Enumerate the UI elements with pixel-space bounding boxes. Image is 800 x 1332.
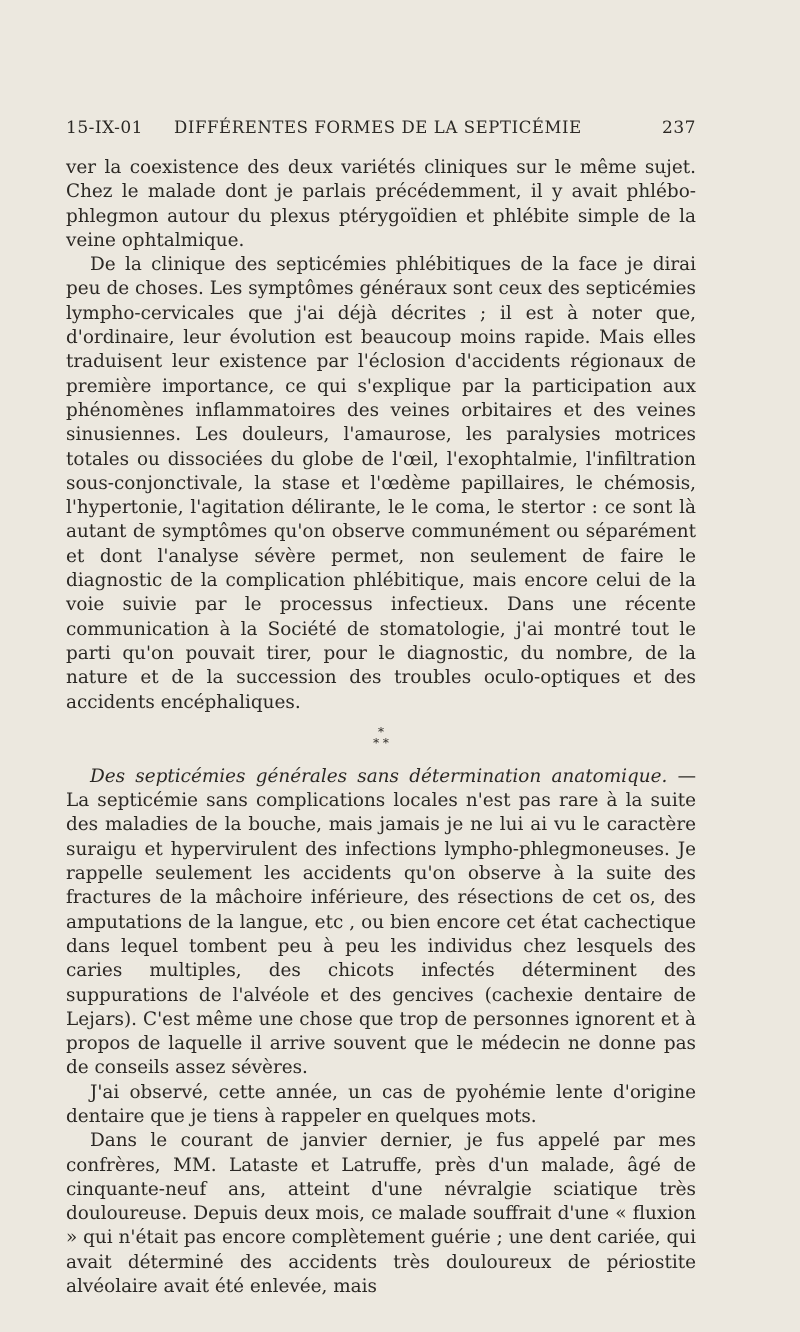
asterism-bottom: * * — [373, 735, 389, 750]
section-paragraph — [66, 765, 696, 1081]
paragraph-observation: J'ai observé, cette année, un cas de pyohémie lente d'origine dentaire que je tiens à rappeler en quelques mots. — [66, 1081, 696, 1127]
paragraph-case-report: Dans le courant de janvier dernier, je fus appelé par mes confrères, MM. Lataste et Latruffe, près d'un malade, âgé de cinquante-neuf ans, atteint d'une névralgie sciatique très douloureuse. Depuis deux mois, ce malade souffrait d'une « fluxion » qui n'était pas encore complètement guérie ; une dent cariée, qui avait déterminé des accidents très douloureux de périostite alvéolaire avait été enlevée, mais — [66, 1130, 696, 1298]
body-text — [66, 156, 696, 1299]
header-date: 15-IX-01 — [66, 118, 143, 138]
asterism-divider — [66, 724, 696, 750]
book-page — [66, 112, 696, 1299]
running-head — [66, 112, 696, 148]
paragraph-continued: ver la coexistence des deux variétés cliniques sur le même sujet. Chez le malade dont je parlais précédemment, il y avait phlébo-phlegmon autour du plexus ptérygoïdien et phlébite simple de la veine ophtalmique. — [66, 157, 696, 251]
paragraph-clinique: De la clinique des septicémies phlébitiques de la face je dirai peu de choses. Les symptômes généraux sont ceux des septicémies lympho-cervicales que j'ai déjà décrites ; il est à noter que, d'ordinaire, leur évolution est beaucoup moins rapide. Mais elles traduisent leur existence par l'éclosion d'accidents régionaux de première importance, ce qui s'explique par la participation aux phénomènes inflammatoires des veines orbitaires et des veines sinusiennes. Les douleurs, l'amaurose, les paralysies motrices totales ou dissociées du globe de l'œil, l'exophtalmie, l'infiltration sous-conjonctivale, la stase et l'œdème papillaires, le chémosis, l'hypertonie, l'agitation délirante, le le coma, le stertor : ce sont là autant de symptômes qu'on observe communément ou séparément et dont l'analyse sévère permet, non seulement de faire le diagnostic de la complication phlébitique, mais encore celui de la voie suivie par le processus infectieux. Dans une récente communication à la Société de stomatologie, j'ai montré tout le parti qu'on pouvait tirer, pour le diagnostic, du nombre, de la nature et de la succession des troubles oculo-optiques et des accidents encéphaliques. — [66, 254, 696, 713]
section-heading: Des septicémies générales sans détermination anatomique. — [90, 765, 668, 787]
page-number: 237 — [662, 118, 696, 138]
asterism-top: * — [378, 724, 384, 739]
section-lead-text: — La septicémie sans complications locales n'est pas rare à la suite des maladies de la bouche, mais jamais je ne lui ai vu le caractère suraigu et hypervirulent des infections lympho-phlegmoneuses. Je rappelle seulement les accidents qu'on observe à la suite des fractures de la mâchoire inférieure, des résections de cet os, des amputations de la langue, etc , ou bien encore cet état cachectique dans lequel tombent peu à peu les individus chez lesquels des caries multiples, des chicots infectés déterminent des suppurations de l'alvéole et des gencives (cachexie dentaire de Lejars). C'est même une chose que trop de personnes ignorent et à propos de laquelle il arrive souvent que le médecin ne donne pas de conseils assez sévères. — [66, 765, 696, 1079]
header-title: DIFFÉRENTES FORMES DE LA SEPTICÉMIE — [174, 118, 582, 137]
